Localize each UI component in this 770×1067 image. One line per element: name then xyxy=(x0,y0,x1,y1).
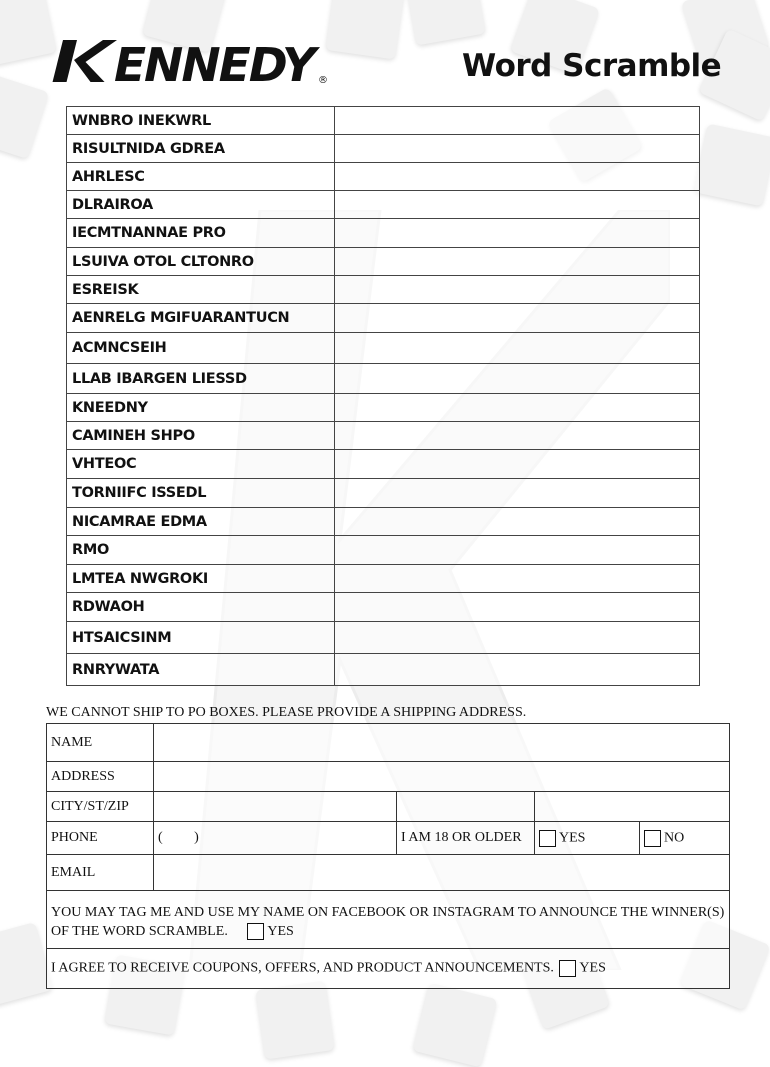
email-field[interactable] xyxy=(154,855,730,891)
page-title: Word Scramble xyxy=(462,48,722,84)
zip-field[interactable] xyxy=(535,792,730,822)
address-field[interactable] xyxy=(154,762,730,792)
scrambled-word: RISULTNIDA GDREA xyxy=(67,135,335,163)
scrambled-word: VHTEOC xyxy=(67,450,335,479)
answer-field[interactable] xyxy=(335,219,700,248)
coupons-text: I AGREE TO RECEIVE COUPONS, OFFERS, AND PRODUCT ANNOUNCEMENTS. xyxy=(51,960,554,976)
name-label: NAME xyxy=(47,724,154,762)
registered-mark: ® xyxy=(318,75,328,86)
scrambled-word: LLAB IBARGEN LIESSD xyxy=(67,364,335,394)
answer-field[interactable] xyxy=(335,654,700,686)
word-row xyxy=(67,622,700,654)
answer-field[interactable] xyxy=(335,536,700,565)
word-row xyxy=(67,163,700,191)
bg-tile xyxy=(413,983,498,1067)
entry-form xyxy=(46,723,730,989)
phone-field[interactable] xyxy=(154,822,397,855)
answer-field[interactable] xyxy=(335,450,700,479)
answer-field[interactable] xyxy=(335,422,700,450)
scrambled-word: AHRLESC xyxy=(67,163,335,191)
phone-area-code: ( ) xyxy=(158,830,199,845)
age-yes-option[interactable] xyxy=(535,822,640,855)
state-field[interactable] xyxy=(397,792,535,822)
answer-field[interactable] xyxy=(335,593,700,622)
bg-tile xyxy=(0,71,49,159)
scrambled-word: WNBRO INEKWRL xyxy=(67,107,335,135)
name-field[interactable] xyxy=(154,724,730,762)
answer-field[interactable] xyxy=(335,191,700,219)
scrambled-word: NICAMRAE EDMA xyxy=(67,508,335,536)
city-field[interactable] xyxy=(154,792,397,822)
scrambled-word: CAMINEH SHPO xyxy=(67,422,335,450)
city-label: CITY/ST/ZIP xyxy=(47,792,154,822)
scrambled-word: LSUIVA OTOL CLTONRO xyxy=(67,248,335,276)
word-scramble-table xyxy=(66,106,700,686)
word-row xyxy=(67,135,700,163)
tag-yes-label: YES xyxy=(267,923,294,939)
word-row xyxy=(67,276,700,304)
tag-yes-checkbox[interactable] xyxy=(247,923,264,940)
coupons-yes-checkbox[interactable] xyxy=(559,960,576,977)
phone-label: PHONE xyxy=(47,822,154,855)
answer-field[interactable] xyxy=(335,622,700,654)
coupons-row xyxy=(47,949,730,989)
bg-tile xyxy=(693,123,770,206)
scrambled-word: HTSAICSINM xyxy=(67,622,335,654)
word-row xyxy=(67,304,700,333)
age-yes-label: YES xyxy=(559,830,586,846)
answer-field[interactable] xyxy=(335,333,700,364)
answer-field[interactable] xyxy=(335,248,700,276)
age-no-option[interactable] xyxy=(640,822,730,855)
word-row xyxy=(67,450,700,479)
scrambled-word: LMTEA NWGROKI xyxy=(67,565,335,593)
scrambled-word: DLRAIROA xyxy=(67,191,335,219)
word-row xyxy=(67,536,700,565)
word-row xyxy=(67,333,700,364)
word-row xyxy=(67,191,700,219)
logo-wordmark: ENNEDY xyxy=(114,38,321,86)
tag-consent-text: YOU MAY TAG ME AND USE MY NAME ON FACEBOOK OR INSTAGRAM TO ANNOUNCE THE WINNER(S) OF THE WORD SCRAMBLE. xyxy=(51,904,725,939)
age-no-label: NO xyxy=(664,830,685,846)
word-row xyxy=(67,219,700,248)
word-row xyxy=(67,107,700,135)
word-row xyxy=(67,565,700,593)
word-row xyxy=(67,593,700,622)
word-row xyxy=(67,479,700,508)
scrambled-word: RNRYWATA xyxy=(67,654,335,686)
scrambled-word: IECMTNANNAE PRO xyxy=(67,219,335,248)
address-label: ADDRESS xyxy=(47,762,154,792)
answer-field[interactable] xyxy=(335,479,700,508)
scrambled-word: AENRELG MGIFUARANTUCN xyxy=(67,304,335,333)
answer-field[interactable] xyxy=(335,163,700,191)
answer-field[interactable] xyxy=(335,304,700,333)
answer-field[interactable] xyxy=(335,364,700,394)
email-label: EMAIL xyxy=(47,855,154,891)
word-row xyxy=(67,422,700,450)
word-row xyxy=(67,394,700,422)
bg-tile xyxy=(255,980,334,1059)
answer-field[interactable] xyxy=(335,107,700,135)
bg-tile xyxy=(325,0,404,60)
bg-tile xyxy=(0,922,53,1008)
bg-tile xyxy=(404,0,485,46)
answer-field[interactable] xyxy=(335,276,700,304)
answer-field[interactable] xyxy=(335,135,700,163)
age-no-checkbox[interactable] xyxy=(644,830,661,847)
answer-field[interactable] xyxy=(335,565,700,593)
scrambled-word: ESREISK xyxy=(67,276,335,304)
word-row xyxy=(67,508,700,536)
word-row xyxy=(67,654,700,686)
age-yes-checkbox[interactable] xyxy=(539,830,556,847)
age-label: I AM 18 OR OLDER xyxy=(397,822,535,855)
shipping-note: WE CANNOT SHIP TO PO BOXES. PLEASE PROVIDE A SHIPPING ADDRESS. xyxy=(46,705,527,720)
coupons-yes-label: YES xyxy=(579,960,606,976)
scrambled-word: RDWAOH xyxy=(67,593,335,622)
word-row xyxy=(67,248,700,276)
tag-consent-row xyxy=(47,891,730,949)
answer-field[interactable] xyxy=(335,394,700,422)
scrambled-word: ACMNCSEIH xyxy=(67,333,335,364)
word-row xyxy=(67,364,700,394)
scrambled-word: TORNIIFC ISSEDL xyxy=(67,479,335,508)
scrambled-word: RMO xyxy=(67,536,335,565)
kennedy-logo xyxy=(46,36,336,86)
scrambled-word: KNEEDNY xyxy=(67,394,335,422)
answer-field[interactable] xyxy=(335,508,700,536)
